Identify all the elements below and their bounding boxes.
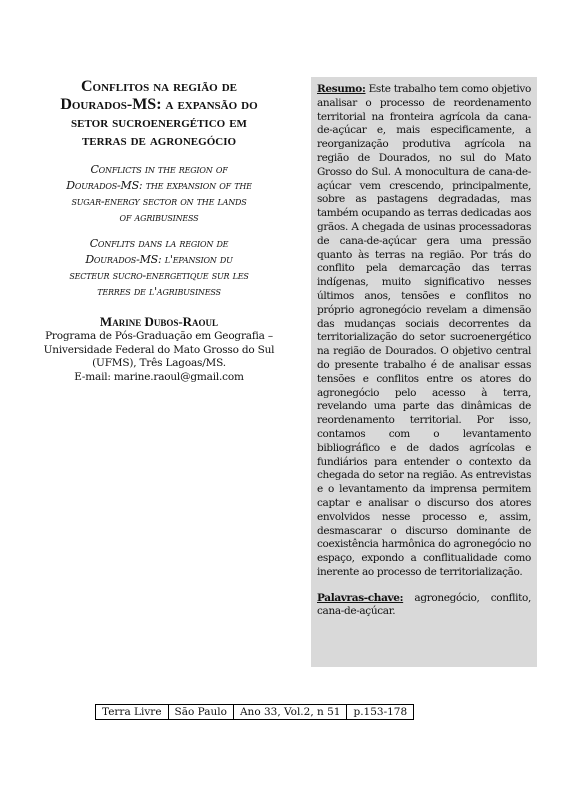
- footer-volume: Ano 33, Vol.2, n 51: [233, 705, 347, 720]
- abstract-paragraph: [317, 83, 531, 580]
- title-en-line: of agribusiness: [119, 211, 199, 224]
- author-affiliation: [28, 330, 290, 384]
- title-fr-line: Dourados-MS: l'epansion du: [85, 253, 233, 266]
- abstract-label: Resumo:: [317, 83, 366, 95]
- title-en-line: Conflicts in the region of: [90, 163, 228, 176]
- affiliation-line: (UFMS), Três Lagoas/MS.: [92, 357, 226, 369]
- title-line: setor sucroenergético em: [71, 114, 247, 131]
- affiliation-line: Programa de Pós-Graduação em Geografia –: [45, 330, 273, 342]
- title-line: Dourados-MS: a expansão do: [60, 96, 258, 113]
- title-french: [28, 236, 290, 300]
- article-title: [28, 78, 290, 150]
- title-english: [28, 162, 290, 226]
- title-line: terras de agronegócio: [81, 132, 237, 149]
- footer-journal: Terra Livre: [96, 705, 169, 720]
- keywords-paragraph: [317, 592, 531, 620]
- footer-city: São Paulo: [168, 705, 233, 720]
- footer-pages: p.153-178: [347, 705, 414, 720]
- title-en-line: sugar-energy sector on the lands: [71, 195, 247, 208]
- author-email[interactable]: E-mail: marine.raoul@gmail.com: [74, 370, 244, 383]
- footer-row: [96, 705, 414, 720]
- citation-footer: [95, 704, 414, 720]
- affiliation-line: Universidade Federal do Mato Grosso do Sul: [43, 343, 275, 356]
- title-line: Conflitos na região de: [81, 78, 237, 95]
- title-fr-line: terres de l'agribusiness: [97, 285, 221, 298]
- title-fr-line: secteur sucro-energetique sur les: [69, 269, 249, 282]
- title-fr-line: Conflits dans la region de: [89, 237, 229, 250]
- abstract-text: Este trabalho tem como objetivo analisar o processo de reordenamento territorial na fronteira agrícola da cana-de-açúcar e, mais especificamente, a reorganização produtiva agrícola na região de Dourados, no sul do Mato Grosso do Sul. A monocultura de cana-de-açúcar vem crescendo, principalmente, sobre as pastagens degradadas, mas também ocupando as terras dedicadas aos grãos. A chegada de usinas processadoras de cana-de-açúcar gera uma pressão quanto às terras na região. Por trás do conflito pela demarcação das terras indígenas, muito significativo nesses últimos anos, tensões e conflitos no próprio agronegócio revelam a dimensão das mudanças sociais decorrentes da territorialização do setor sucroenergético na região de Dourados. O objetivo central do presente trabalho é de analisar essas tensões e conflitos entre os atores do agronegócio pelo acesso à terra, revelando uma parte das dinâmicas de reordenamento territorial. Por isso, contamos com o levantamento bibliográfico e de dados agrícolas e fundiários para entender o contexto da chegada do setor na região. As entrevistas e o levantamento da imprensa permitem captar e analisar o discurso dos atores envolvidos nesse processo e, assim, desmascarar o discurso dominante de coexistência harmônica do agronegócio no espaço, expondo a conflitualidade como inerente ao processo de territorialização.: [317, 83, 531, 578]
- abstract-box: [311, 77, 537, 667]
- keywords-text: agronegócio, conflito, cana-de-açúcar.: [317, 591, 531, 618]
- title-en-line: Dourados-MS: the expansion of the: [66, 179, 252, 192]
- keywords-label: Palavras-chave:: [317, 591, 404, 604]
- title-column: [28, 78, 290, 384]
- author-name: Marine Dubos-Raoul: [99, 314, 219, 329]
